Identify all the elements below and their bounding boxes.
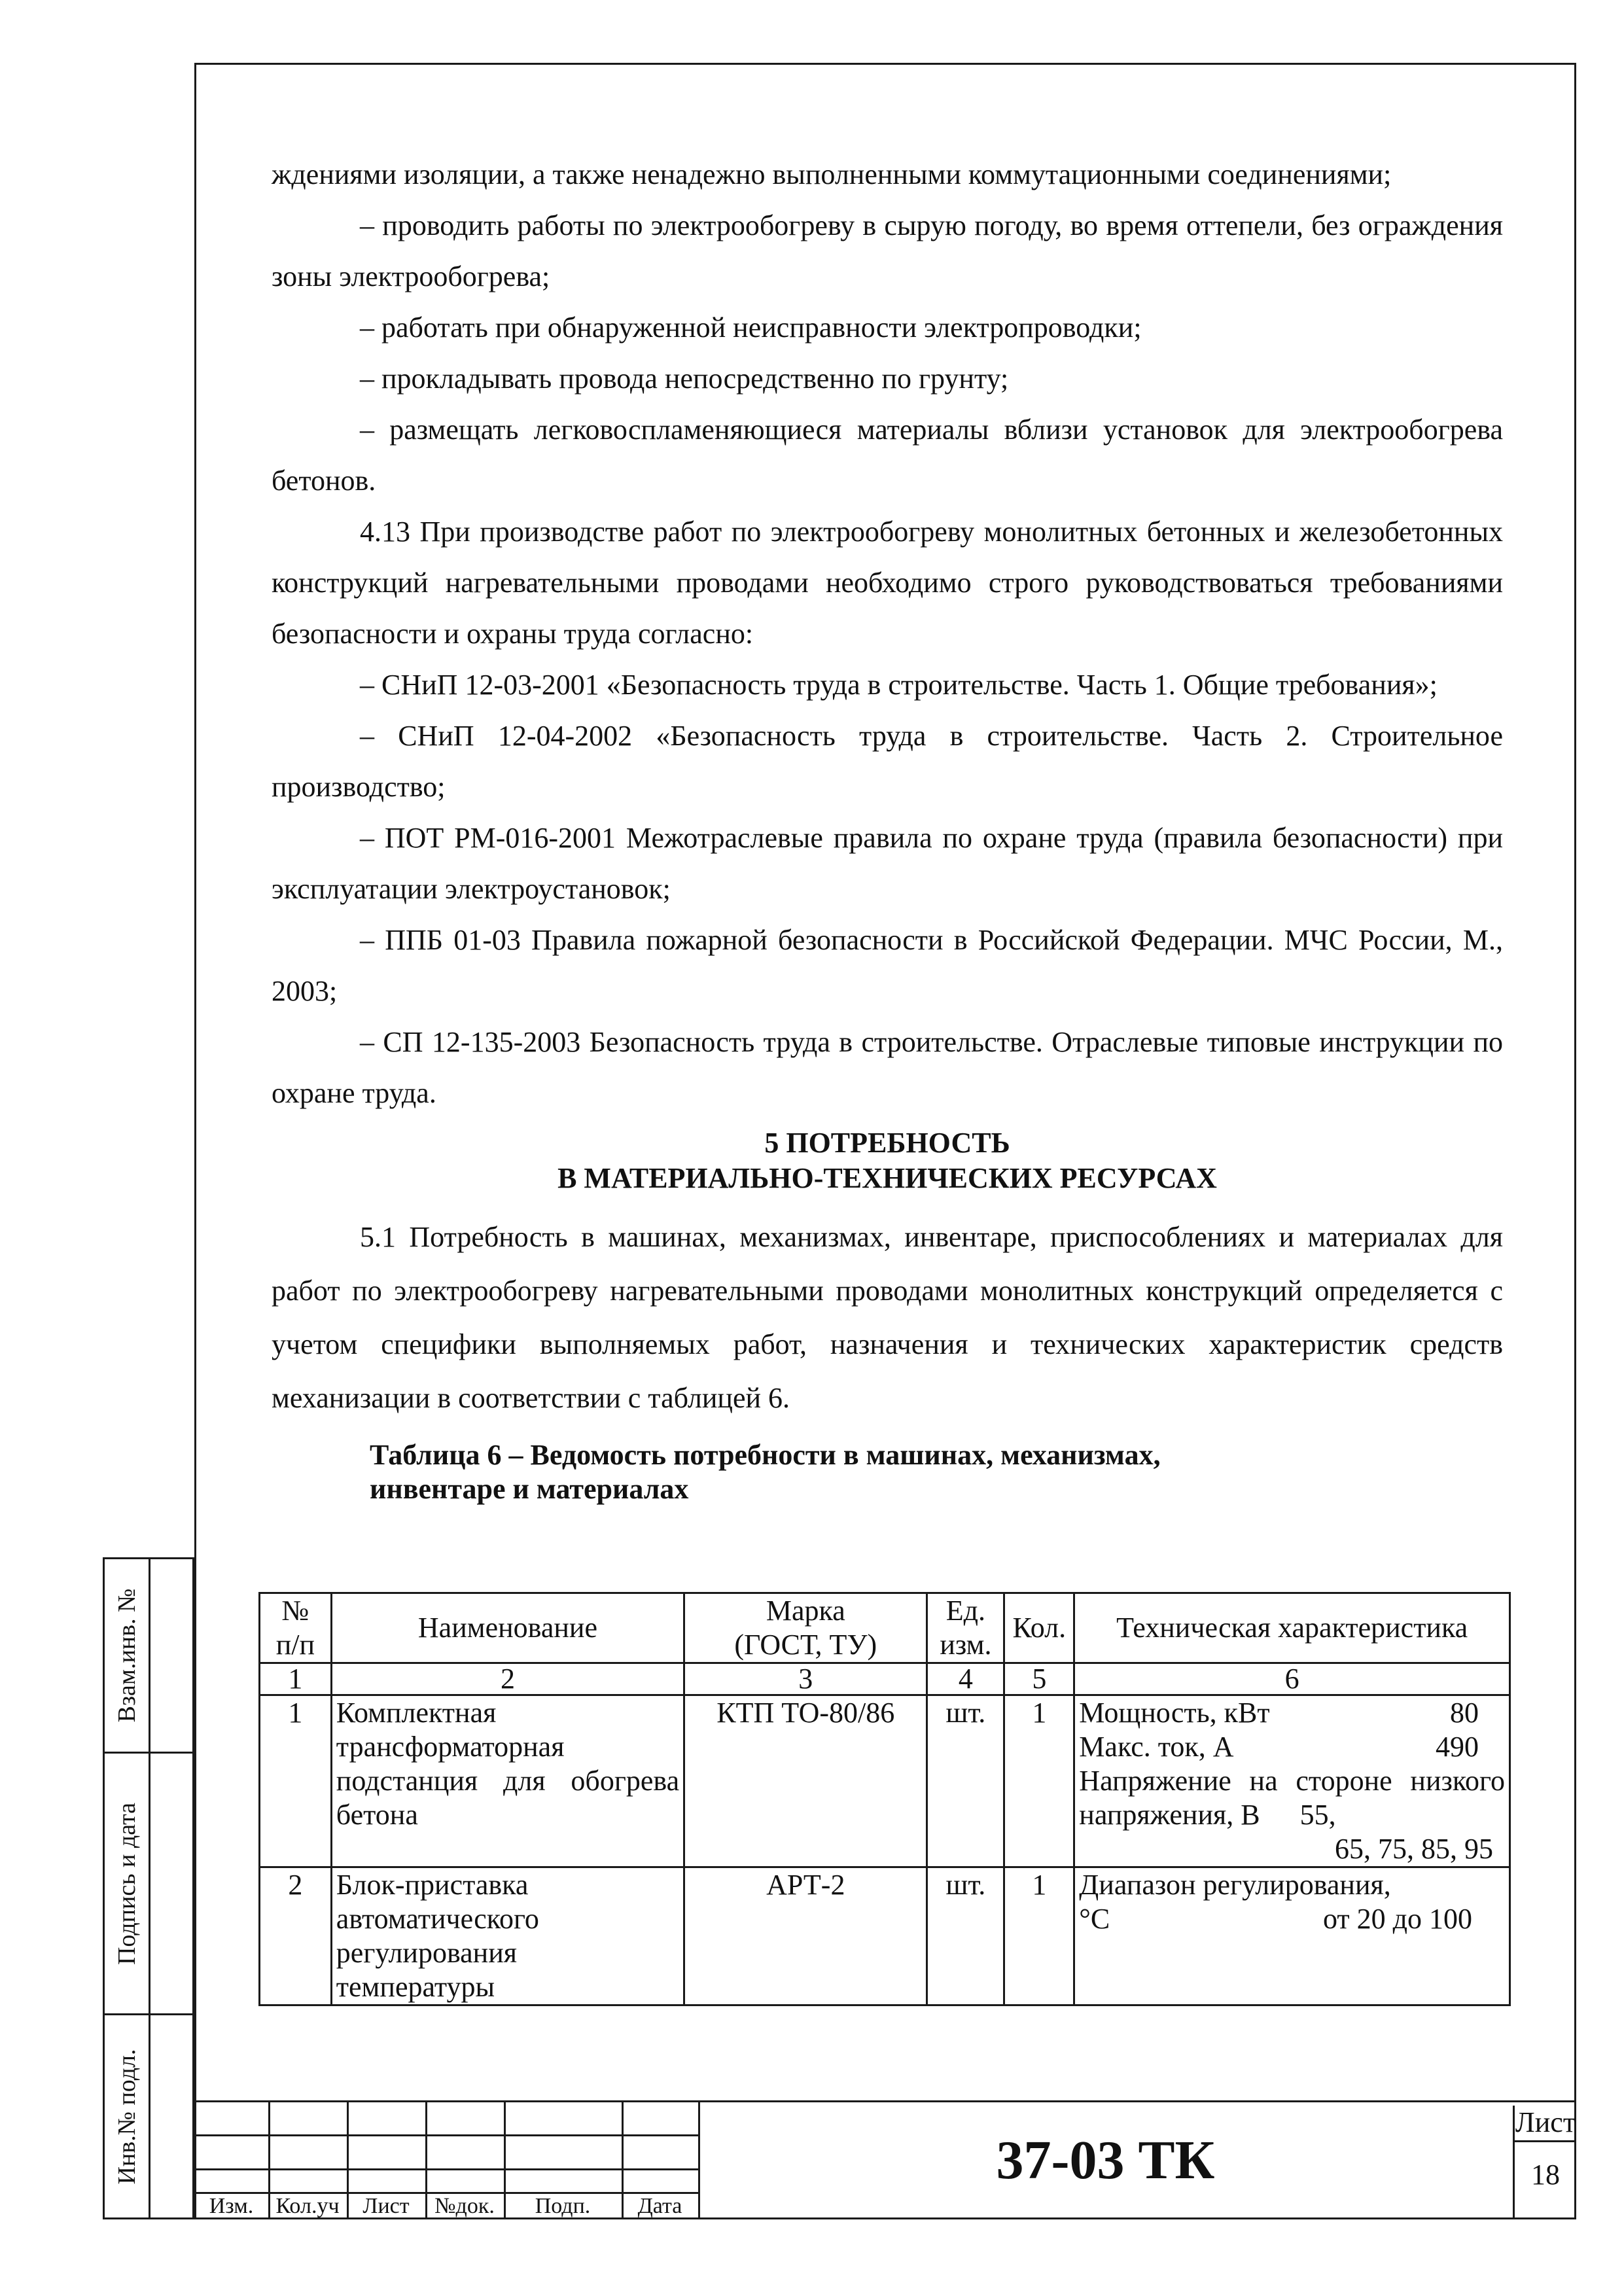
paragraph: 5.1 Потребность в машинах, механизмах, инвентаре, приспособлениях и материалах для работ по электрообогреву нагревательными проводами монолитных конструкций определяется с учетом специфики выполняемых работ, назначения и технических характеристик средств механизации в соответствии с таблицей 6. (272, 1221, 1503, 1414)
row-number: 1 (260, 1695, 332, 1867)
paragraph: – прокладывать провода непосредственно по грунту; (360, 362, 1009, 395)
paragraph: 4.13 При производстве работ по электрообогреву монолитных бетонных и железобетонных конструкций нагревательными проводами необходимо строго руководствоваться требованиями безопасности и охраны труда согласно: (272, 516, 1503, 650)
spec-line: Макс. ток, А 490 (1079, 1731, 1479, 1763)
row-qty: 1 (1004, 1867, 1074, 2005)
row-name: Комплектная трансформаторная подстанция для обогрева бетона (331, 1695, 684, 1867)
tb-kolych: Кол.уч (275, 2194, 340, 2218)
section-heading (272, 1125, 1503, 1196)
table-caption-line1: Таблица 6 – Ведомость потребности в машинах, механизмах, (370, 1439, 1161, 1471)
document-number: 37-03 ТК (996, 2129, 1215, 2191)
tb-data: Дата (637, 2194, 682, 2218)
column-number: 5 (1004, 1663, 1074, 1695)
column-number: 1 (260, 1663, 332, 1695)
column-number: 4 (927, 1663, 1004, 1695)
tb-list: Лист (362, 2194, 410, 2218)
stamp-vzam (103, 1557, 194, 1754)
row-qty: 1 (1004, 1695, 1074, 1867)
column-number: 2 (331, 1663, 684, 1695)
paragraph: – СНиП 12-03-2001 «Безопасность труда в строительстве. Часть 1. Общие требования»; (360, 669, 1438, 701)
tb-podp: Подп. (535, 2194, 591, 2218)
paragraph: – размещать легковоспламеняющиеся материалы вблизи установок для электрообогрева бетонов. (272, 414, 1503, 497)
row-unit: шт. (927, 1695, 1004, 1867)
spec-line: 65, 75, 85, 95 (1335, 1833, 1493, 1865)
spec-line: Диапазон регулирования, (1079, 1869, 1391, 1901)
row-spec (1074, 1695, 1510, 1867)
tb-ndok: №док. (434, 2194, 495, 2218)
table-row (260, 1867, 1510, 2005)
column-number-row (260, 1663, 1510, 1695)
stamp-podpis-label: Подпись и дата (113, 1802, 141, 1965)
header-spec: Техническая характеристика (1074, 1593, 1510, 1663)
stamp-vzam-label: Взам.инв. № (113, 1588, 141, 1723)
document-body (272, 149, 1503, 1506)
row-unit: шт. (927, 1867, 1004, 2005)
revision-grid (194, 2100, 698, 2219)
paragraph: – ПОТ РМ-016-2001 Межотраслевые правила по охране труда (правила безопасности) при эксплуатации электроустановок; (272, 822, 1503, 905)
table-caption (370, 1438, 1503, 1506)
header-unit: Ед. изм. (927, 1593, 1004, 1663)
stamp-inv (103, 2015, 194, 2219)
row-name: Блок-приставка автоматического регулирования температуры (331, 1867, 684, 2005)
header-brand: Марка (ГОСТ, ТУ) (684, 1593, 927, 1663)
column-number: 3 (684, 1663, 927, 1695)
row-number: 2 (260, 1867, 332, 2005)
paragraph: – СНиП 12-04-2002 «Безопасность труда в строительстве. Часть 2. Строительное производство; (272, 720, 1503, 803)
spec-line: Мощность, кВт 80 (1079, 1697, 1479, 1729)
tb-izm: Изм. (209, 2194, 254, 2218)
sheet-number: 18 (1513, 2142, 1576, 2219)
header-number: № п/п (260, 1593, 332, 1663)
row-brand: АРТ-2 (684, 1867, 927, 2005)
header-qty: Кол. (1004, 1593, 1074, 1663)
table-header-row (260, 1593, 1510, 1663)
row-spec (1074, 1867, 1510, 2005)
paragraph: – СП 12-135-2003 Безопасность труда в строительстве. Отраслевые типовые инструкции по охране труда. (272, 1026, 1503, 1109)
paragraph: – проводить работы по электрообогреву в сырую погоду, во время оттепели, без ограждения зоны электрообогрева; (272, 209, 1503, 292)
requirements-table (258, 1592, 1511, 2006)
section-heading-line1: 5 ПОТРЕБНОСТЬ (764, 1127, 1010, 1159)
spec-line: °С от 20 до 100 (1079, 1903, 1472, 1935)
sheet-label: Лист (1513, 2106, 1576, 2142)
paragraph: ждениями изоляции, а также ненадежно выполненными коммутационными соединениями; (272, 158, 1392, 190)
table-row (260, 1695, 1510, 1867)
section-heading-line2: В МАТЕРИАЛЬНО-ТЕХНИЧЕСКИХ РЕСУРСАХ (557, 1162, 1217, 1194)
row-brand: КТП ТО-80/86 (684, 1695, 927, 1867)
stamp-podpis (103, 1754, 194, 2015)
paragraph: – ППБ 01-03 Правила пожарной безопасности в Российской Федерации. МЧС России, М., 2003; (272, 924, 1503, 1007)
column-number: 6 (1074, 1663, 1510, 1695)
spec-line: Напряжение на стороне низкого напряжения, В 55, (1079, 1765, 1505, 1831)
table-caption-line2: инвентаре и материалах (370, 1473, 689, 1505)
stamp-inv-label: Инв.№ подл. (113, 2048, 141, 2185)
header-name: Наименование (331, 1593, 684, 1663)
paragraph: – работать при обнаруженной неисправности электропроводки; (360, 311, 1142, 344)
